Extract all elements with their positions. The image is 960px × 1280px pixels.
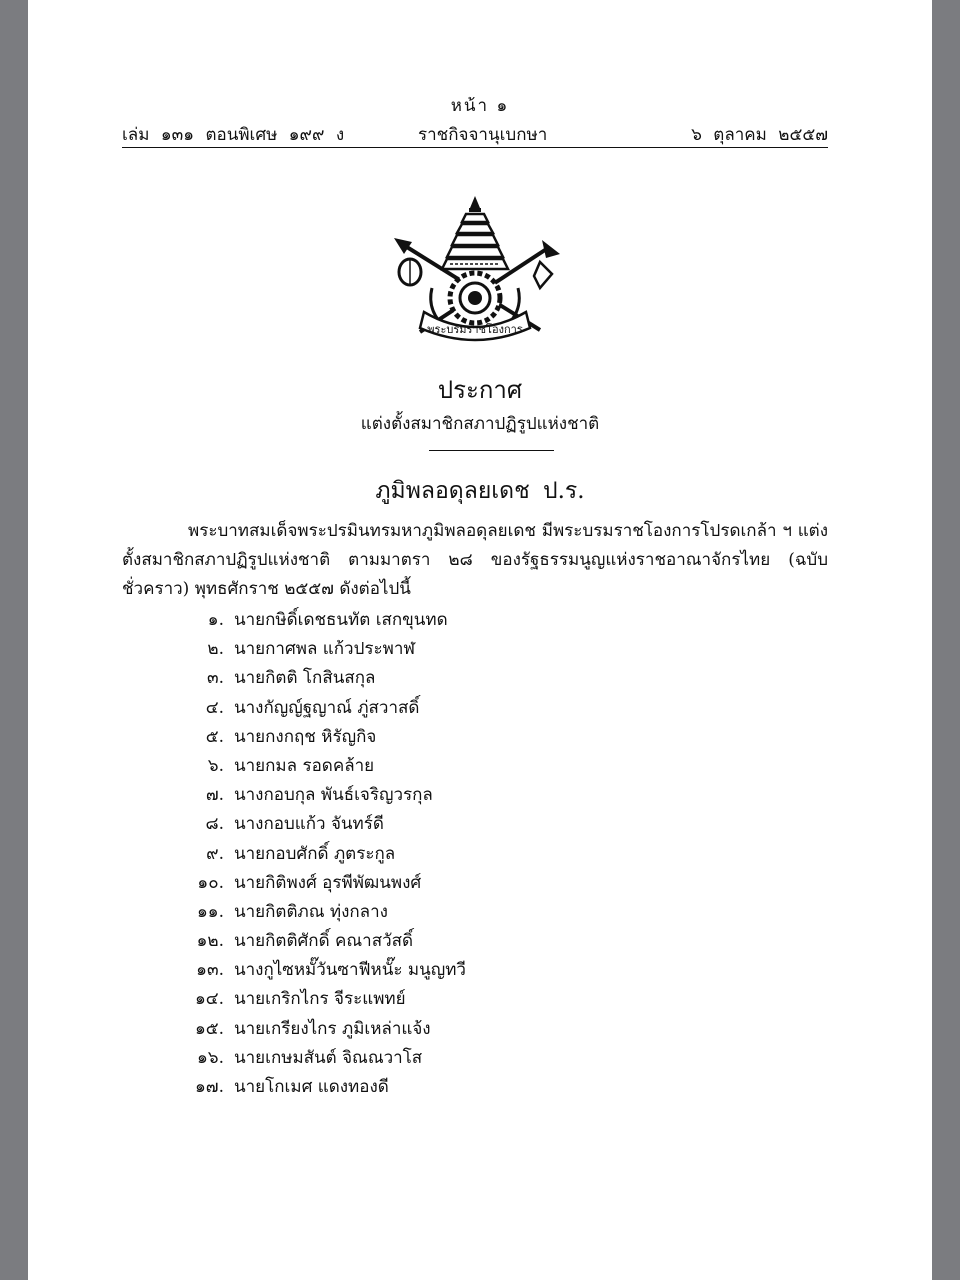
member-number: ๖. bbox=[207, 755, 224, 776]
member-name: นายกอบศักดิ์ ภูตระกูล bbox=[234, 843, 396, 864]
member-name: นางกอบแก้ว จันทร์ดี bbox=[234, 814, 384, 835]
member-name: นางกูไซหมั๊วันซาฟีหนั๊ะ มนูญทวี bbox=[234, 960, 466, 981]
member-number: ๑๓. bbox=[196, 960, 224, 981]
member-list bbox=[158, 606, 758, 1102]
member-item bbox=[158, 723, 758, 752]
member-item bbox=[158, 694, 758, 723]
member-number: ๘. bbox=[205, 814, 224, 835]
member-item bbox=[158, 956, 758, 985]
member-name: นายเกริกไกร จีระแพทย์ bbox=[234, 989, 406, 1010]
royal-signature: ภูมิพลอดุลยเดช ป.ร. bbox=[375, 478, 585, 504]
title-divider bbox=[429, 450, 554, 451]
member-item bbox=[158, 985, 758, 1014]
document-title: ประกาศ bbox=[437, 376, 523, 404]
royal-emblem-icon bbox=[390, 192, 560, 342]
member-number: ๕. bbox=[205, 726, 224, 747]
gazette-header bbox=[122, 121, 828, 148]
member-name: นายกิติพงศ์ อุรพีพัฒนพงศ์ bbox=[234, 872, 422, 893]
member-item bbox=[158, 810, 758, 839]
member-item bbox=[158, 606, 758, 635]
gazette-date: ๖ ตุลาคม ๒๕๕๗ bbox=[691, 125, 828, 145]
member-name: นายกาศพล แก้วประพาฬ bbox=[234, 639, 416, 660]
member-name: นายเกรียงไกร ภูมิเหล่าแจ้ง bbox=[234, 1018, 431, 1039]
member-number: ๙. bbox=[206, 843, 224, 864]
member-number: ๑๒. bbox=[196, 931, 224, 952]
member-name: นายกษิดิ์เดชธนทัต เสกขุนทด bbox=[234, 610, 448, 630]
member-name: นายกิตติ โกสินสกุล bbox=[234, 668, 376, 689]
member-name: นายกมล รอดคล้าย bbox=[234, 755, 375, 776]
member-number: ๑๕. bbox=[194, 1018, 224, 1039]
member-name: นายกิตติภณ ทุ่งกลาง bbox=[234, 901, 388, 922]
member-item bbox=[158, 869, 758, 898]
member-name: นางกัญญ์ฐญาณ์ ภู่สวาสดิ์ bbox=[234, 697, 420, 718]
member-item bbox=[158, 635, 758, 664]
member-number: ๔. bbox=[205, 697, 224, 718]
member-number: ๑๗. bbox=[195, 1077, 224, 1097]
paragraph-text: พระบาทสมเด็จพระปรมินทรมหาภูมิพลอดุลยเดช มีพระบรมราชโองการโปรดเกล้า ฯ แต่งตั้งสมาชิกสภาปฏิรูปแห่งชาติ ตามมาตรา ๒๘ ของรัฐธรรมนูญแห่งราชอาณาจักรไทย (ฉบับชั่วคราว) พุทธศักราช ๒๕๕๗ ดังต่อไปนี้ bbox=[122, 521, 828, 599]
emblem-motto: พระบรมราชโองการ bbox=[427, 323, 523, 336]
gazette-name: ราชกิจจานุเบกษา bbox=[418, 125, 548, 145]
volume-issue: เล่ม ๑๓๑ ตอนพิเศษ ๑๙๙ ง bbox=[122, 125, 345, 145]
member-name: นายกงกฤช หิรัญกิจ bbox=[234, 726, 377, 747]
member-number: ๓. bbox=[206, 668, 224, 689]
member-number: ๑๐. bbox=[197, 872, 224, 893]
member-name: นายเกษมสันต์ จิณณวาโส bbox=[234, 1047, 423, 1068]
member-item bbox=[158, 664, 758, 693]
member-number: ๑๔. bbox=[194, 989, 224, 1010]
member-item bbox=[158, 927, 758, 956]
member-item bbox=[158, 898, 758, 927]
member-item bbox=[158, 752, 758, 781]
member-item bbox=[158, 1073, 758, 1102]
member-item bbox=[158, 1015, 758, 1044]
member-name: นางกอบกุล พันธ์เจริญวรกุล bbox=[234, 785, 433, 806]
member-number: ๗. bbox=[205, 785, 224, 806]
page-number: หน้า ๑ bbox=[450, 96, 510, 116]
member-item bbox=[158, 781, 758, 810]
royal-emblem bbox=[390, 192, 560, 342]
member-name: นายกิตติศักดิ์ คณาสวัสดิ์ bbox=[234, 931, 414, 952]
member-name: นายโกเมศ แดงทองดี bbox=[234, 1077, 389, 1097]
document-subtitle: แต่งตั้งสมาชิกสภาปฏิรูปแห่งชาติ bbox=[360, 414, 600, 434]
member-number: ๑๑. bbox=[197, 901, 224, 922]
member-number: ๑. bbox=[207, 610, 224, 630]
member-number: ๑๖. bbox=[197, 1047, 224, 1068]
gazette-page bbox=[28, 0, 932, 1280]
member-item bbox=[158, 1044, 758, 1073]
member-item bbox=[158, 840, 758, 869]
proclamation-paragraph bbox=[122, 517, 828, 604]
member-number: ๒. bbox=[207, 639, 224, 660]
